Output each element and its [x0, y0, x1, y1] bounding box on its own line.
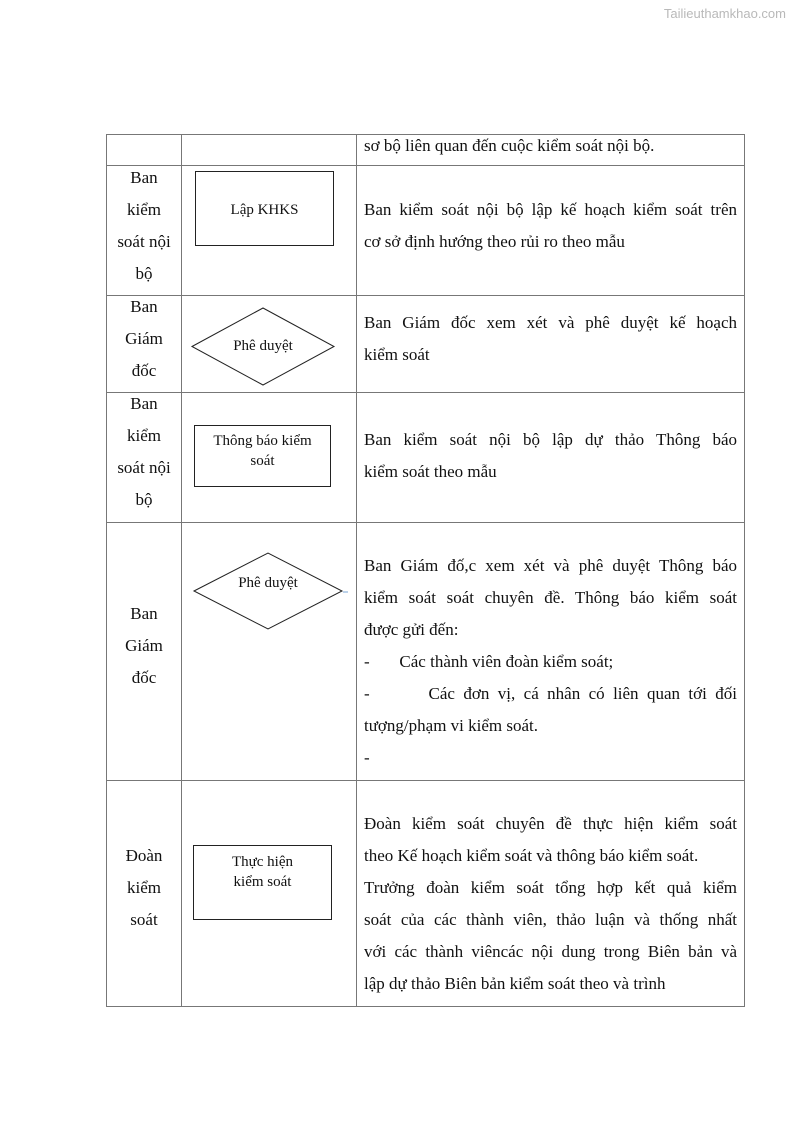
decision-diamond	[194, 553, 342, 629]
actor-line: Ban	[130, 168, 158, 187]
description-line: kiểm soát	[364, 345, 430, 364]
description-line: kiểm soát soát chuyên đề. Thông báo kiểm soát	[364, 588, 737, 607]
description-line: Đoàn kiểm soát chuyên đề thực hiện kiểm soát	[364, 814, 737, 833]
actor-line: kiểm	[127, 426, 161, 445]
decision-label: Phê duyệt	[238, 575, 298, 591]
description-line: lập dự thảo Biên bản kiểm soát theo và trình	[364, 974, 666, 993]
description-line: kiểm soát theo mẫu	[364, 462, 497, 481]
description-line: -	[364, 748, 370, 767]
description-line: - Các đơn vị, cá nhân có liên quan tới đối	[364, 684, 737, 703]
actor-line: Đoàn	[125, 846, 163, 865]
actor-line: Giám	[125, 636, 163, 655]
description-line: Ban kiểm soát nội bộ lập kế hoạch kiểm soát trên	[364, 200, 737, 219]
actor-line: kiểm	[127, 878, 161, 897]
description-line: cơ sở định hướng theo rủi ro theo mẫu	[364, 232, 625, 251]
description-line: với các thành viêncác nội dung trong Biên bản và	[364, 942, 737, 961]
process-label: Thực hiện kiểm soát	[231, 854, 294, 890]
actor-line: đốc	[131, 361, 157, 380]
description-line: được gửi đến:	[364, 620, 459, 639]
watermark: Tailieuthamkhao.com	[663, 6, 786, 21]
decision-diamond	[192, 308, 334, 385]
description-line: soát của các thành viên, thảo luận và thống nhất	[364, 910, 737, 929]
actor-line: Ban	[130, 604, 158, 623]
actor-line: bộ	[135, 264, 153, 283]
process-label: Thông báo kiểm soát	[213, 433, 312, 469]
actor-line: kiểm	[127, 200, 161, 219]
actor-line: Ban	[130, 297, 158, 316]
process-label: Lập KHKS	[230, 202, 299, 218]
description-line: Ban kiểm soát nội bộ lập dự thảo Thông báo	[364, 430, 737, 449]
description-line: Trưởng đoàn kiểm soát tổng hợp kết quả kiểm	[364, 878, 737, 897]
actor-line: bộ	[135, 490, 153, 509]
description-line: - Các thành viên đoàn kiểm soát;	[364, 652, 614, 671]
description-line: sơ bộ liên quan đến cuộc kiểm soát nội bộ.	[364, 136, 655, 155]
actor-line: soát nội	[117, 232, 171, 251]
actor-line: đốc	[131, 668, 157, 687]
description-line: Ban Giám đốc xem xét và phê duyệt kế hoạch	[364, 313, 737, 332]
description-line: Ban Giám đố,c xem xét và phê duyệt Thông báo	[364, 556, 737, 575]
actor-line: soát nội	[117, 458, 171, 477]
actor-line: Giám	[125, 329, 163, 348]
description-line: theo Kế hoạch kiểm soát và thông báo kiểm soát.	[364, 846, 699, 865]
description-line: tượng/phạm vi kiểm soát.	[364, 716, 539, 735]
decision-label: Phê duyệt	[233, 337, 293, 354]
actor-line: Ban	[130, 394, 158, 413]
actor-line: soát	[130, 910, 158, 929]
